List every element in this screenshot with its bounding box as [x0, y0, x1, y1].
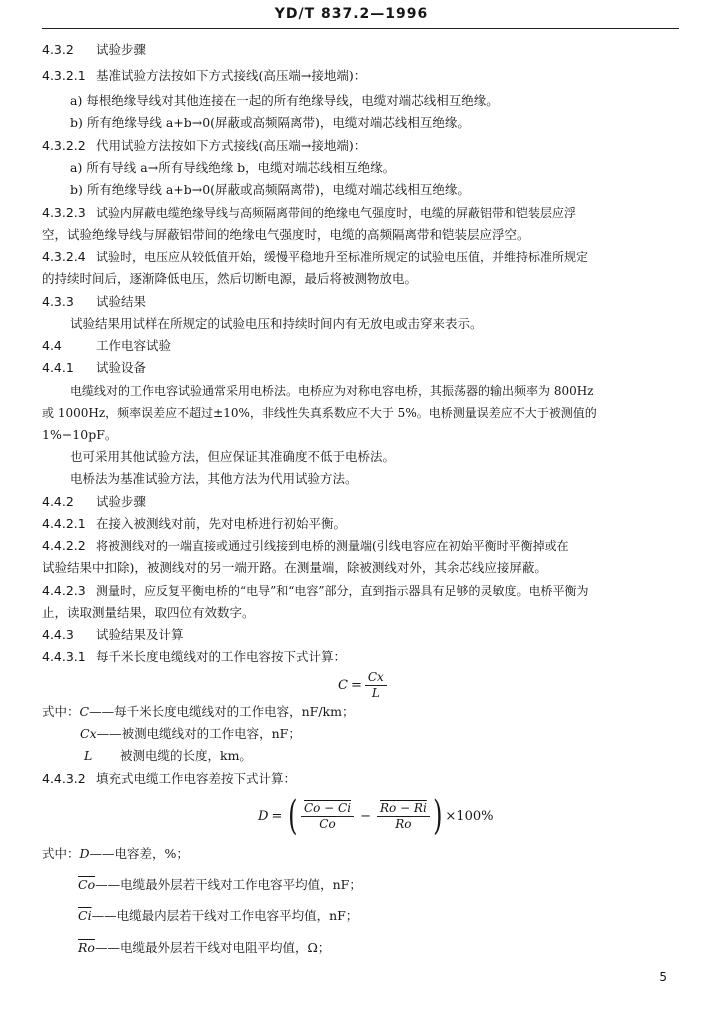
- clause-line: [42, 271, 417, 287]
- formula-equals: =: [271, 808, 283, 824]
- clause-text: 止，读取测量结果，取四位有效数字。: [42, 605, 255, 620]
- clause-line: [70, 449, 395, 465]
- symbol-dash: ——: [89, 846, 115, 861]
- where-lead: 式中：: [42, 846, 80, 861]
- clause-text: 代用试验方法按如下方式接线(高压端→接地端)：: [96, 138, 367, 153]
- fraction-denominator: L: [371, 686, 380, 700]
- clause-line: [42, 627, 184, 643]
- clause-line: [70, 115, 470, 131]
- clause-text: 或 1000Hz，频率误差应不超过±10%，非线性失真系数应不大于 5%。电桥测量误差应不大于被测值的: [42, 406, 597, 420]
- clause-line: [42, 294, 146, 310]
- clause-number: 4.4.2.2: [42, 538, 86, 553]
- clause-text: 试验结果及计算: [96, 627, 184, 642]
- clause-text: 测量时，应反复平衡电桥的“电导”和“电容”部分，直到指示器具有足够的灵敏度。电桥平衡为: [96, 584, 589, 598]
- clause-number: 4.4: [42, 338, 62, 353]
- standard-number-header: YD/T 837.2—1996: [274, 6, 429, 22]
- formula-fraction: [377, 801, 430, 832]
- clause-line: [70, 160, 395, 176]
- clause-number: 4.4.3.2: [42, 771, 86, 786]
- fraction-denominator: Co: [319, 816, 336, 831]
- clause-line: [42, 68, 366, 84]
- formula-minus: −: [360, 808, 371, 824]
- symbol-definition: [42, 846, 189, 862]
- clause-line: [70, 383, 594, 399]
- symbol-description: 被测电缆线对的工作电容，nF；: [121, 726, 301, 741]
- clause-line: [70, 182, 470, 198]
- clause-number: 4.4.2.1: [42, 516, 86, 531]
- clause-text: 试验步骤: [96, 42, 147, 57]
- symbol: $\overline{Ci}$: [78, 908, 92, 923]
- clause-text: 空，试验绝缘导线与屏蔽铝带间的绝缘电气强度时，电缆的高频隔离带和铠装层应浮空。: [42, 227, 530, 242]
- formula-fraction: [365, 670, 387, 701]
- clause-line: [42, 771, 296, 787]
- symbol: Cx: [80, 726, 97, 741]
- clause-line: [70, 471, 358, 487]
- symbol-dash: ——: [94, 940, 120, 955]
- clause-number: 4.3.2.2: [42, 138, 86, 153]
- clause-line: [70, 316, 483, 332]
- left-paren: (: [288, 793, 298, 839]
- clause-number: 4.4.3.1: [42, 649, 86, 664]
- clause-text: 试验时，电压应从较低值开始，缓慢平稳地升至标准所规定的试验电压值，并维持标准所规定: [96, 250, 589, 264]
- fraction-numerator: Ro − Ri: [377, 801, 430, 817]
- clause-text: a) 所有导线 a→所有导线绝缘 b，电缆对端芯线相互绝缘。: [70, 160, 396, 175]
- clause-line: [42, 538, 569, 554]
- symbol-definition: [42, 704, 354, 720]
- clause-text: 工作电容试验: [96, 338, 172, 353]
- clause-number: 4.3.2.1: [42, 68, 86, 83]
- clause-number: 4.3.2.4: [42, 249, 86, 264]
- clause-line: [42, 605, 255, 621]
- symbol-dash: ——: [96, 726, 122, 741]
- clause-line: [70, 93, 499, 109]
- clause-line: [42, 560, 547, 576]
- symbol-dash: ——: [95, 877, 121, 892]
- formula-tail: ×100%: [445, 808, 494, 824]
- clause-number: 4.4.2.3: [42, 583, 86, 598]
- clause-number: 4.3.2: [42, 42, 74, 57]
- symbol: $\overline{Ro}$: [78, 940, 95, 955]
- clause-text: 的持续时间后，逐渐降低电压，然后切断电源，最后将被测物放电。: [42, 271, 418, 286]
- clause-text: 试验内屏蔽电缆绝缘导线与高频隔离带间的绝缘电气强度时，电缆的屏蔽铝带和铠装层应浮: [96, 206, 577, 220]
- clause-text: 试验步骤: [96, 494, 147, 509]
- clause-text: 电桥法为基准试验方法，其他方法为代用试验方法。: [70, 471, 358, 486]
- clause-line: [42, 138, 366, 154]
- clause-number: 4.4.2: [42, 494, 74, 509]
- clause-text: b) 所有绝缘导线 a+b→0(屏蔽或高频隔离带)，电缆对端芯线相互绝缘。: [70, 115, 470, 130]
- clause-text: a) 每根绝缘导线对其他连接在一起的所有绝缘导线，电缆对端芯线相互绝缘。: [70, 93, 499, 108]
- symbol: L: [84, 748, 93, 763]
- clause-text: b) 所有绝缘导线 a+b→0(屏蔽或高频隔离带)，电缆对端芯线相互绝缘。: [70, 182, 470, 197]
- clause-number: 4.3.3: [42, 294, 74, 309]
- clause-text: 基准试验方法按如下方式接线(高压端→接地端)：: [96, 68, 367, 83]
- symbol-definition: [78, 877, 362, 893]
- formula-equals: =: [350, 678, 362, 693]
- symbol: D: [79, 846, 90, 861]
- clause-text: 每千米长度电缆线对的工作电容按下式计算：: [96, 649, 347, 664]
- clause-line: [42, 42, 146, 58]
- clause-number: 4.4.1: [42, 360, 74, 375]
- symbol-definition: [80, 726, 301, 742]
- symbol: $\overline{Co}$: [78, 877, 96, 892]
- clause-text: 填充式电缆工作电容差按下式计算：: [96, 771, 297, 786]
- symbol-description: 电容差，%；: [114, 846, 189, 861]
- clause-text: 将被测线对的一端直接或通过引线接到电桥的测量端(引线电容应在初始平衡时平衡掉或在: [96, 539, 569, 553]
- symbol: C: [79, 704, 90, 719]
- clause-number: 4.4.3: [42, 627, 74, 642]
- symbol-description: 电缆最外层若干线对工作电容平均值，nF；: [120, 877, 362, 892]
- symbol-dash: ——: [91, 908, 117, 923]
- clause-line: [42, 494, 146, 510]
- symbol-description: 电缆最内层若干线对工作电容平均值，nF；: [116, 908, 359, 923]
- where-lead: 式中：: [42, 704, 80, 719]
- clause-text: 1%−10pF。: [42, 427, 118, 442]
- clause-text: 试验结果: [96, 294, 147, 309]
- clause-text: 试验结果中扣除)，被测线对的另一端开路。在测量端，除被测线对外，其余芯线应接屏蔽。: [42, 560, 547, 575]
- formula-fraction: [301, 801, 354, 832]
- symbol-definition: [78, 908, 358, 924]
- page-number: 5: [659, 970, 667, 984]
- clause-line: [42, 583, 589, 599]
- clause-line: [42, 649, 346, 665]
- clause-line: [42, 249, 588, 265]
- symbol-definition: [84, 748, 252, 764]
- clause-number: 4.3.2.3: [42, 205, 86, 220]
- right-paren: ): [432, 793, 443, 839]
- clause-line: [42, 427, 117, 443]
- clause-line: [42, 227, 530, 243]
- formula-lhs: C: [338, 678, 348, 693]
- symbol-dash: ——: [89, 704, 115, 719]
- clause-line: [42, 360, 146, 376]
- symbol-definition: [78, 940, 330, 956]
- clause-text: 试验设备: [96, 360, 147, 375]
- clause-text: 在接入被测线对前，先对电桥进行初始平衡。: [96, 516, 347, 531]
- clause-text: 也可采用其他试验方法，但应保证其准确度不低于电桥法。: [70, 449, 396, 464]
- formula-lhs: D: [258, 808, 269, 824]
- symbol-description: 被测电缆的长度，km。: [120, 748, 252, 763]
- clause-line: [42, 205, 576, 221]
- formula-capacitance: [338, 670, 387, 701]
- clause-line: [42, 405, 597, 421]
- clause-text: 电缆线对的工作电容试验通常采用电桥法。电桥应为对称电容电桥，其振荡器的输出频率为 800Hz: [70, 384, 594, 398]
- clause-text: 试验结果用试样在所规定的试验电压和持续时间内有无放电或击穿来表示。: [70, 316, 483, 331]
- symbol-description: 每千米长度电缆线对的工作电容，nF/km；: [114, 704, 355, 719]
- formula-capacitance-difference: [258, 793, 494, 839]
- fraction-denominator: Ro: [395, 816, 412, 831]
- clause-line: [42, 338, 171, 354]
- fraction-numerator: Co − Ci: [301, 801, 354, 817]
- symbol-description: 电缆最外层若干线对电阻平均值，Ω；: [119, 940, 331, 955]
- clause-line: [42, 516, 346, 532]
- fraction-numerator: Cx: [365, 670, 387, 686]
- header-rule: [42, 28, 679, 29]
